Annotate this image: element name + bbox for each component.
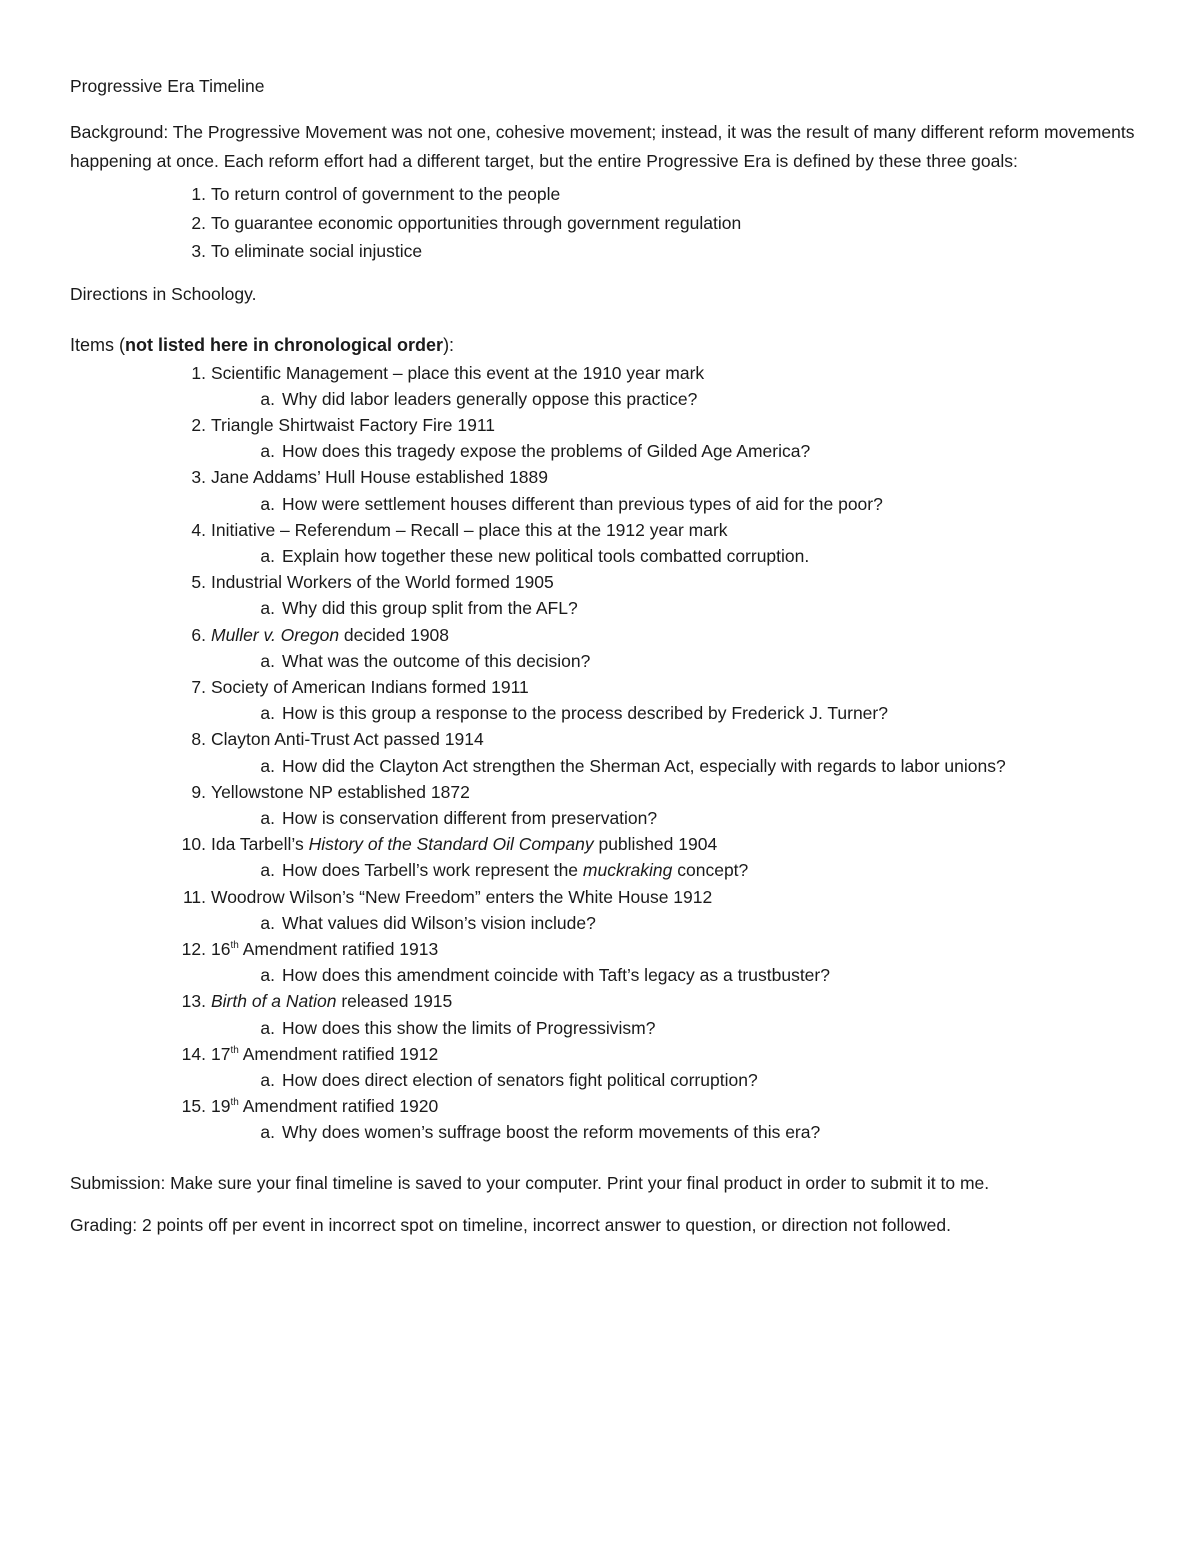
item-number: 10. xyxy=(181,834,206,855)
list-item xyxy=(70,779,1140,831)
item-question: a. How does Tarbell’s work represent the muckraking concept? xyxy=(70,857,1140,883)
question-letter: a. xyxy=(260,1122,275,1143)
list-item xyxy=(70,726,1140,778)
list-item xyxy=(70,517,1140,569)
item-question: a. How does this amendment coincide with Taft’s legacy as a trustbuster? xyxy=(70,962,1140,988)
item-text: Jane Addams’ Hull House established 1889 xyxy=(211,467,548,488)
item-question: a. Explain how together these new political tools combatted corruption. xyxy=(70,543,1140,569)
list-item xyxy=(70,831,1140,883)
goal-item: 2. To guarantee economic opportunities through government regulation xyxy=(191,212,742,233)
item-text: 19th Amendment ratified 1920 xyxy=(211,1096,439,1117)
item-text: Scientific Management – place this event at the 1910 year mark xyxy=(211,362,705,383)
goal-text: To eliminate social injustice xyxy=(211,241,423,261)
submission-text: Submission: Make sure your final timeline is saved to your computer. Print your final product in order to submit it to me. xyxy=(70,1172,990,1193)
item-number: 5. xyxy=(191,572,206,593)
list-item xyxy=(70,569,1140,621)
document-title: Progressive Era Timeline xyxy=(70,76,265,96)
item-question: a. How is conservation different from preservation? xyxy=(70,805,1140,831)
item-text: Industrial Workers of the World formed 1905 xyxy=(211,572,554,593)
item-question: a. How does direct election of senators fight political corruption? xyxy=(70,1067,1140,1093)
question-letter: a. xyxy=(260,807,275,828)
question-letter: a. xyxy=(260,650,275,671)
items-heading-bold: not listed here in chronological order xyxy=(125,334,444,355)
goals-list xyxy=(70,180,1140,266)
item-question: a. What values did Wilson’s vision include? xyxy=(70,910,1140,936)
item-number: 6. xyxy=(191,624,206,645)
item-question: a. How does this show the limits of Progressivism? xyxy=(70,1015,1140,1041)
item-number: 15. xyxy=(181,1096,206,1117)
goal-text: To return control of government to the people xyxy=(211,184,561,204)
directions-text: Directions in Schoology. xyxy=(70,283,257,304)
item-text: Initiative – Referendum – Recall – place this at the 1912 year mark xyxy=(211,519,728,540)
item-text: Woodrow Wilson’s “New Freedom” enters the White House 1912 xyxy=(211,886,713,907)
question-letter: a. xyxy=(260,703,275,724)
question-letter: a. xyxy=(260,1017,275,1038)
item-number: 1. xyxy=(191,362,206,383)
item-text: 17th Amendment ratified 1912 xyxy=(211,1043,439,1064)
item-question: a. What was the outcome of this decision? xyxy=(70,648,1140,674)
item-text: Muller v. Oregon decided 1908 xyxy=(211,624,450,645)
list-item xyxy=(70,988,1140,1040)
item-question: a. How were settlement houses different than previous types of aid for the poor? xyxy=(70,491,1140,517)
item-text: Society of American Indians formed 1911 xyxy=(211,676,529,697)
question-letter: a. xyxy=(260,965,275,986)
item-number: 4. xyxy=(191,519,206,540)
items-heading: Items (not listed here in chronological order): xyxy=(70,334,455,355)
question-letter: a. xyxy=(260,860,275,881)
items-list xyxy=(70,360,1140,1146)
item-number: 13. xyxy=(181,991,206,1012)
list-item xyxy=(70,622,1140,674)
goal-item: 1. To return control of government to the people xyxy=(191,184,561,204)
item-text: Triangle Shirtwaist Factory Fire 1911 xyxy=(211,414,495,435)
item-number: 11. xyxy=(182,886,206,907)
question-letter: a. xyxy=(260,755,275,776)
item-text: 16th Amendment ratified 1913 xyxy=(211,938,439,959)
item-number: 14. xyxy=(181,1043,206,1064)
goal-text: To guarantee economic opportunities through government regulation xyxy=(211,212,742,233)
item-question: a. Why did labor leaders generally oppose this practice? xyxy=(70,386,1140,412)
question-letter: a. xyxy=(260,545,275,566)
item-number: 7. xyxy=(191,676,206,697)
item-question: a. Why does women’s suffrage boost the reform movements of this era? xyxy=(70,1119,1140,1145)
item-text: Yellowstone NP established 1872 xyxy=(211,781,470,802)
list-item xyxy=(70,464,1140,516)
question-letter: a. xyxy=(260,493,275,514)
grading-text: Grading: 2 points off per event in incorrect spot on timeline, incorrect answer to question, or direction not followed. xyxy=(70,1214,951,1235)
goal-item: 3. To eliminate social injustice xyxy=(191,241,423,261)
item-question: a. Why did this group split from the AFL? xyxy=(70,595,1140,621)
item-question: a. How is this group a response to the process described by Frederick J. Turner? xyxy=(70,700,1140,726)
list-item xyxy=(70,1093,1140,1145)
item-number: 8. xyxy=(191,729,206,750)
list-item xyxy=(70,412,1140,464)
list-item xyxy=(70,674,1140,726)
item-number: 9. xyxy=(191,781,206,802)
question-letter: a. xyxy=(260,598,275,619)
question-letter: a. xyxy=(260,912,275,933)
item-question: a. How does this tragedy expose the problems of Gilded Age America? xyxy=(70,438,1140,464)
list-item xyxy=(70,884,1140,936)
item-text: Birth of a Nation released 1915 xyxy=(211,991,453,1012)
list-item xyxy=(70,936,1140,988)
question-letter: a. xyxy=(260,441,275,462)
item-number: 3. xyxy=(191,467,206,488)
question-letter: a. xyxy=(260,1069,275,1090)
item-number: 12. xyxy=(181,938,206,959)
item-question: a. How did the Clayton Act strengthen the Sherman Act, especially with regards to labor unions? xyxy=(70,753,1140,779)
background-paragraph: Background: The Progressive Movement was not one, cohesive movement; instead, it was the result of many different reform movements happening at once. Each reform effort had a different target, but the entire Progressive Era is defined by these three goals: xyxy=(70,122,1135,171)
item-text: Ida Tarbell’s History of the Standard Oil Company published 1904 xyxy=(211,834,718,855)
question-letter: a. xyxy=(260,388,275,409)
item-text: Clayton Anti-Trust Act passed 1914 xyxy=(211,729,484,750)
document-page xyxy=(70,74,1140,1238)
list-item xyxy=(70,360,1140,412)
item-number: 2. xyxy=(191,414,206,435)
list-item xyxy=(70,1041,1140,1093)
